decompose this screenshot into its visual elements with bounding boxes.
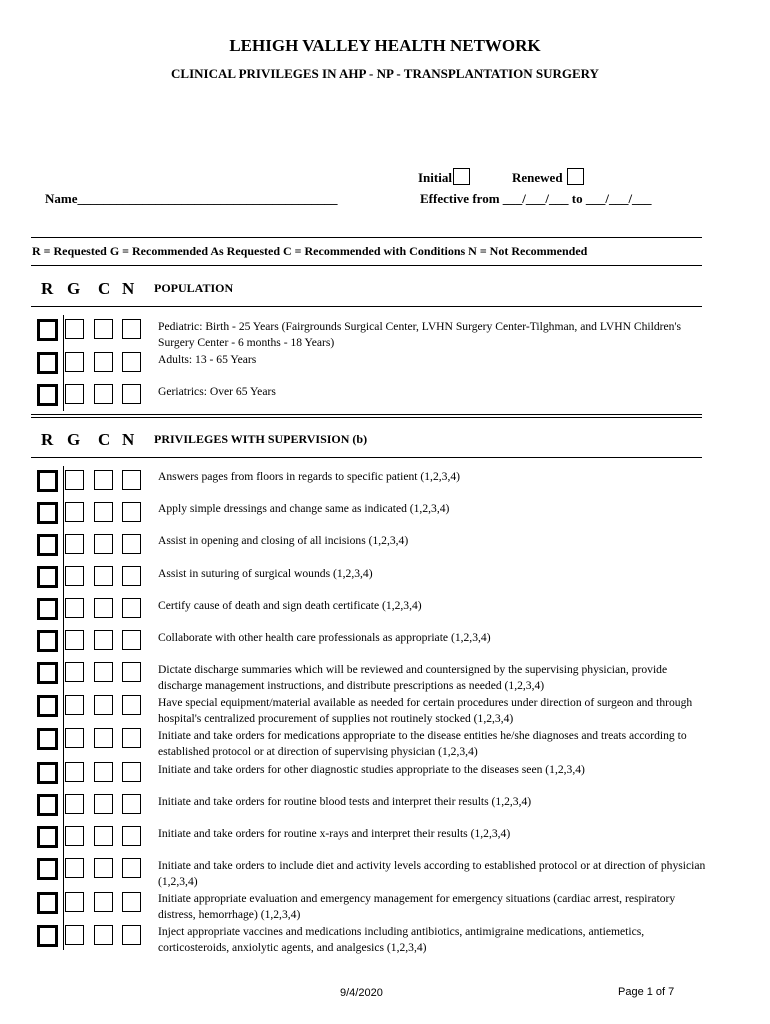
column-header-r: R <box>41 279 54 298</box>
checkbox-c[interactable] <box>94 892 113 912</box>
column-header-g: G <box>67 430 81 449</box>
privilege-item: Initiate and take orders to include diet and activity levels according to established protocol or at direction of physician (1,2,3,4) <box>158 859 706 888</box>
population-item: Geriatrics: Over 65 Years <box>158 385 276 398</box>
checkbox-g[interactable] <box>65 794 84 814</box>
checkbox-c[interactable] <box>94 858 113 878</box>
population-item: Adults: 13 - 65 Years <box>158 353 257 366</box>
checkbox-n[interactable] <box>122 598 141 618</box>
renewed-checkbox[interactable] <box>567 168 584 185</box>
checkbox-r[interactable] <box>37 470 58 492</box>
checkbox-g[interactable] <box>65 630 84 650</box>
checkbox-r[interactable] <box>37 858 58 880</box>
privilege-item: Initiate and take orders for medications appropriate to the disease entities he/she diagnoses and treats according to established protocol or at direction of supervising physician (1,2,3,4) <box>158 729 687 758</box>
checkbox-r[interactable] <box>37 925 58 947</box>
privilege-item: Inject appropriate vaccines and medications including antibiotics, antimigraine medications, antiemetics, corticosteroids, anxiolytic agents, and analgesics (1,2,3,4) <box>158 925 645 954</box>
checkbox-g[interactable] <box>65 566 84 586</box>
privilege-item: Assist in opening and closing of all incisions (1,2,3,4) <box>158 534 409 547</box>
checkbox-g[interactable] <box>65 695 84 715</box>
checkbox-n[interactable] <box>122 384 141 404</box>
checkbox-r[interactable] <box>37 762 58 784</box>
checkbox-r[interactable] <box>37 794 58 816</box>
checkbox-c[interactable] <box>94 384 113 404</box>
checkbox-n[interactable] <box>122 728 141 748</box>
checkbox-n[interactable] <box>122 470 141 490</box>
column-header-g: G <box>67 279 81 298</box>
column-header-c: C <box>98 279 111 298</box>
checkbox-n[interactable] <box>122 352 141 372</box>
privilege-item: Have special equipment/material available as needed for certain procedures under direction of surgeon and through hospital's centralized procurement of supplies not routinely stocked (1,2,3,4) <box>158 696 693 725</box>
checkbox-c[interactable] <box>94 925 113 945</box>
checkbox-r[interactable] <box>37 892 58 914</box>
privilege-item: Initiate and take orders for routine x-rays and interpret their results (1,2,3,4) <box>158 827 511 840</box>
privilege-item: Initiate and take orders for other diagnostic studies appropriate to the diseases seen (1,2,3,4) <box>158 763 585 776</box>
checkbox-n[interactable] <box>122 695 141 715</box>
page-number: Page 1 of 7 <box>618 986 675 998</box>
checkbox-r[interactable] <box>37 598 58 620</box>
checkbox-c[interactable] <box>94 630 113 650</box>
population-item: Pediatric: Birth - 25 Years (Fairgrounds Surgical Center, LVHN Surgery Center-Tilghman, and LVHN Children's Surgery Center - 6 months - 18 Years) <box>158 320 682 349</box>
initial-option <box>418 168 470 186</box>
section-title-privileges: PRIVILEGES WITH SUPERVISION (b) <box>154 432 368 446</box>
checkbox-n[interactable] <box>122 534 141 554</box>
checkbox-c[interactable] <box>94 728 113 748</box>
checkbox-r[interactable] <box>37 826 58 848</box>
checkbox-c[interactable] <box>94 598 113 618</box>
initial-checkbox[interactable] <box>453 168 470 185</box>
checkbox-n[interactable] <box>122 502 141 522</box>
checkbox-c[interactable] <box>94 534 113 554</box>
checkbox-g[interactable] <box>65 534 84 554</box>
divider <box>31 306 702 307</box>
renewed-option <box>512 168 584 186</box>
initial-label: Initial <box>418 170 452 185</box>
checkbox-g[interactable] <box>65 470 84 490</box>
column-header-c: C <box>98 430 111 449</box>
checkbox-r[interactable] <box>37 352 58 374</box>
checkbox-c[interactable] <box>94 662 113 682</box>
checkbox-r[interactable] <box>37 695 58 717</box>
checkbox-r[interactable] <box>37 502 58 524</box>
checkbox-n[interactable] <box>122 319 141 339</box>
privilege-item: Initiate and take orders for routine blood tests and interpret their results (1,2,3,4) <box>158 795 532 808</box>
checkbox-c[interactable] <box>94 470 113 490</box>
column-header-n: N <box>122 430 135 449</box>
effective-dates-field[interactable]: Effective from ___/___/___ to ___/___/___ <box>420 191 652 206</box>
checkbox-n[interactable] <box>122 566 141 586</box>
checkbox-r[interactable] <box>37 384 58 406</box>
checkbox-g[interactable] <box>65 892 84 912</box>
checkbox-c[interactable] <box>94 566 113 586</box>
checkbox-r[interactable] <box>37 630 58 652</box>
checkbox-g[interactable] <box>65 352 84 372</box>
section-divider <box>31 414 702 418</box>
privilege-item: Assist in suturing of surgical wounds (1,2,3,4) <box>158 567 373 580</box>
checkbox-c[interactable] <box>94 794 113 814</box>
section-title-population: POPULATION <box>154 281 234 295</box>
checkbox-c[interactable] <box>94 352 113 372</box>
checkbox-n[interactable] <box>122 630 141 650</box>
divider <box>31 237 702 238</box>
column-divider <box>63 466 64 950</box>
privilege-item: Apply simple dressings and change same as indicated (1,2,3,4) <box>158 502 450 515</box>
checkbox-g[interactable] <box>65 384 84 404</box>
checkbox-g[interactable] <box>65 502 84 522</box>
page-subtitle: CLINICAL PRIVILEGES IN AHP - NP - TRANSPLANTATION SURGERY <box>171 66 599 81</box>
checkbox-n[interactable] <box>122 794 141 814</box>
divider <box>31 265 702 266</box>
privilege-item: Answers pages from floors in regards to specific patient (1,2,3,4) <box>158 470 460 483</box>
renewed-label: Renewed <box>512 170 563 185</box>
checkbox-n[interactable] <box>122 925 141 945</box>
checkbox-g[interactable] <box>65 662 84 682</box>
checkbox-c[interactable] <box>94 695 113 715</box>
checkbox-g[interactable] <box>65 728 84 748</box>
checkbox-c[interactable] <box>94 319 113 339</box>
privilege-item: Dictate discharge summaries which will be reviewed and countersigned by the supervising physician, provide discharge management instructions, and distribute prescriptions as needed (1,2,3,4) <box>158 663 668 692</box>
checkbox-n[interactable] <box>122 858 141 878</box>
checkbox-g[interactable] <box>65 598 84 618</box>
checkbox-g[interactable] <box>65 319 84 339</box>
privilege-item: Initiate appropriate evaluation and emergency management for emergency situations (cardiac arrest, respiratory distress, hemorrhage) (1,2,3,4) <box>158 892 676 921</box>
divider <box>31 457 702 458</box>
footer-date: 9/4/2020 <box>340 987 383 999</box>
column-header-r: R <box>41 430 54 449</box>
checkbox-c[interactable] <box>94 762 113 782</box>
name-field[interactable]: Name________________________________________ <box>45 191 338 206</box>
checkbox-r[interactable] <box>37 566 58 588</box>
checkbox-r[interactable] <box>37 662 58 684</box>
checkbox-n[interactable] <box>122 826 141 846</box>
checkbox-c[interactable] <box>94 502 113 522</box>
checkbox-n[interactable] <box>122 762 141 782</box>
checkbox-g[interactable] <box>65 826 84 846</box>
privilege-item: Collaborate with other health care professionals as appropriate (1,2,3,4) <box>158 631 491 644</box>
checkbox-r[interactable] <box>37 319 58 341</box>
checkbox-r[interactable] <box>37 728 58 750</box>
legend: R = Requested G = Recommended As Requested C = Recommended with Conditions N = Not Recommended <box>32 244 588 258</box>
checkbox-n[interactable] <box>122 662 141 682</box>
column-header-n: N <box>122 279 135 298</box>
column-divider <box>63 315 64 411</box>
checkbox-g[interactable] <box>65 762 84 782</box>
checkbox-r[interactable] <box>37 534 58 556</box>
checkbox-g[interactable] <box>65 925 84 945</box>
checkbox-n[interactable] <box>122 892 141 912</box>
page-title: LEHIGH VALLEY HEALTH NETWORK <box>229 36 541 55</box>
privilege-item: Certify cause of death and sign death certificate (1,2,3,4) <box>158 599 422 612</box>
checkbox-c[interactable] <box>94 826 113 846</box>
checkbox-g[interactable] <box>65 858 84 878</box>
